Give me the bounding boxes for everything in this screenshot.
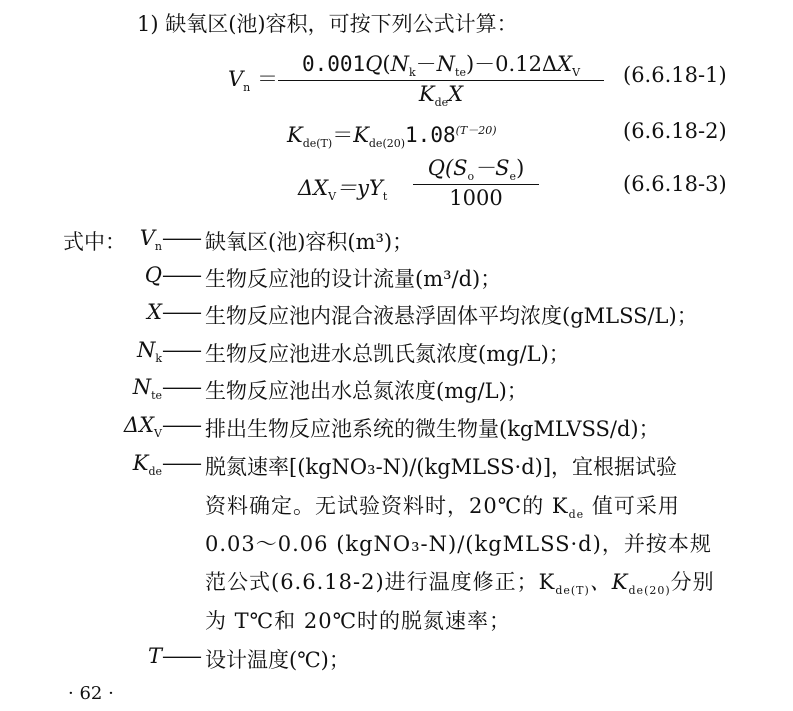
def-sym-vn: $V_n——$ xyxy=(139,226,200,253)
def-text-nk: 生物反应池进水总凯氏氮浓度(mg/L)； xyxy=(205,342,570,366)
eq3-fraction xyxy=(413,152,539,210)
page-number: · 62 · xyxy=(68,683,114,704)
eq3-numerator: $Q(S_o-S_e)$ xyxy=(427,156,525,183)
section-heading: 1) 缺氧区(池)容积，可按下列公式计算： xyxy=(137,12,518,36)
eq1-fraction-bar xyxy=(278,80,604,81)
kde-cont-line-2: 0.03～0.06 (kgNO₃-N)/(kgMLSS·d)，并按本规 xyxy=(205,532,712,556)
def-text-nte: 生物反应池出水总氮浓度(mg/L)； xyxy=(205,379,528,403)
eq1-lhs: $V_n$ ＝ xyxy=(228,67,278,94)
eq1-fraction xyxy=(278,48,604,109)
kde-cont-line-1: 资料确定。无试验资料时，20℃的 $K_{de}$ 值可采用 xyxy=(205,494,680,521)
eq3-lhs: $\Delta X_V=yY_t$ xyxy=(298,176,388,203)
eq2-body: $K_{de(T)}=K_{de(20)}1.08^{(T-20)}$ xyxy=(287,123,497,150)
eq1-denominator: $K_{de}X$ xyxy=(418,82,464,109)
eq3-denominator: 1000 xyxy=(449,186,503,210)
def-text-q: 生物反应池的设计流量(m³/d)； xyxy=(205,267,502,291)
kde-cont-line-4: 为 T℃和 20℃时的脱氮速率； xyxy=(205,609,512,633)
eq1-numerator: $0.001Q(N_k-N_{te})-0.12\Delta X_V$ xyxy=(301,52,581,79)
def-text-kde: 脱氮速率[(kgNO₃-N)/(kgMLSS·d)]，宜根据试验 xyxy=(205,455,678,479)
def-sym-t: T—— xyxy=(147,644,200,668)
eq2-number: (6.6.18-2) xyxy=(623,119,727,143)
eq3-number: (6.6.18-3) xyxy=(623,172,727,196)
def-text-x: 生物反应池内混合液悬浮固体平均浓度(gMLSS/L)； xyxy=(205,304,698,328)
eq1-number: (6.6.18-1) xyxy=(623,63,727,87)
eq3-fraction-bar xyxy=(413,184,539,185)
def-sym-dxv: $\Delta X_V——$ xyxy=(123,413,200,440)
def-text-vn: 缺氧区(池)容积(m³)； xyxy=(205,230,414,254)
where-label: 式中： xyxy=(63,230,126,254)
def-sym-q: Q—— xyxy=(144,263,200,287)
kde-cont-line-3: 范公式(6.6.18-2)进行温度修正；$K_{de(T)}$、$K_{de(20)}$分别 xyxy=(205,570,715,597)
def-sym-nk: $N_k——$ xyxy=(136,338,200,365)
def-sym-kde: $K_{de}——$ xyxy=(132,451,200,478)
def-sym-x: X—— xyxy=(147,300,200,324)
def-text-t: 设计温度(℃)； xyxy=(205,648,350,672)
def-sym-nte: $N_{te}——$ xyxy=(132,375,200,402)
def-text-dxv: 排出生物反应池系统的微生物量(kgMLVSS/d)； xyxy=(205,417,660,441)
